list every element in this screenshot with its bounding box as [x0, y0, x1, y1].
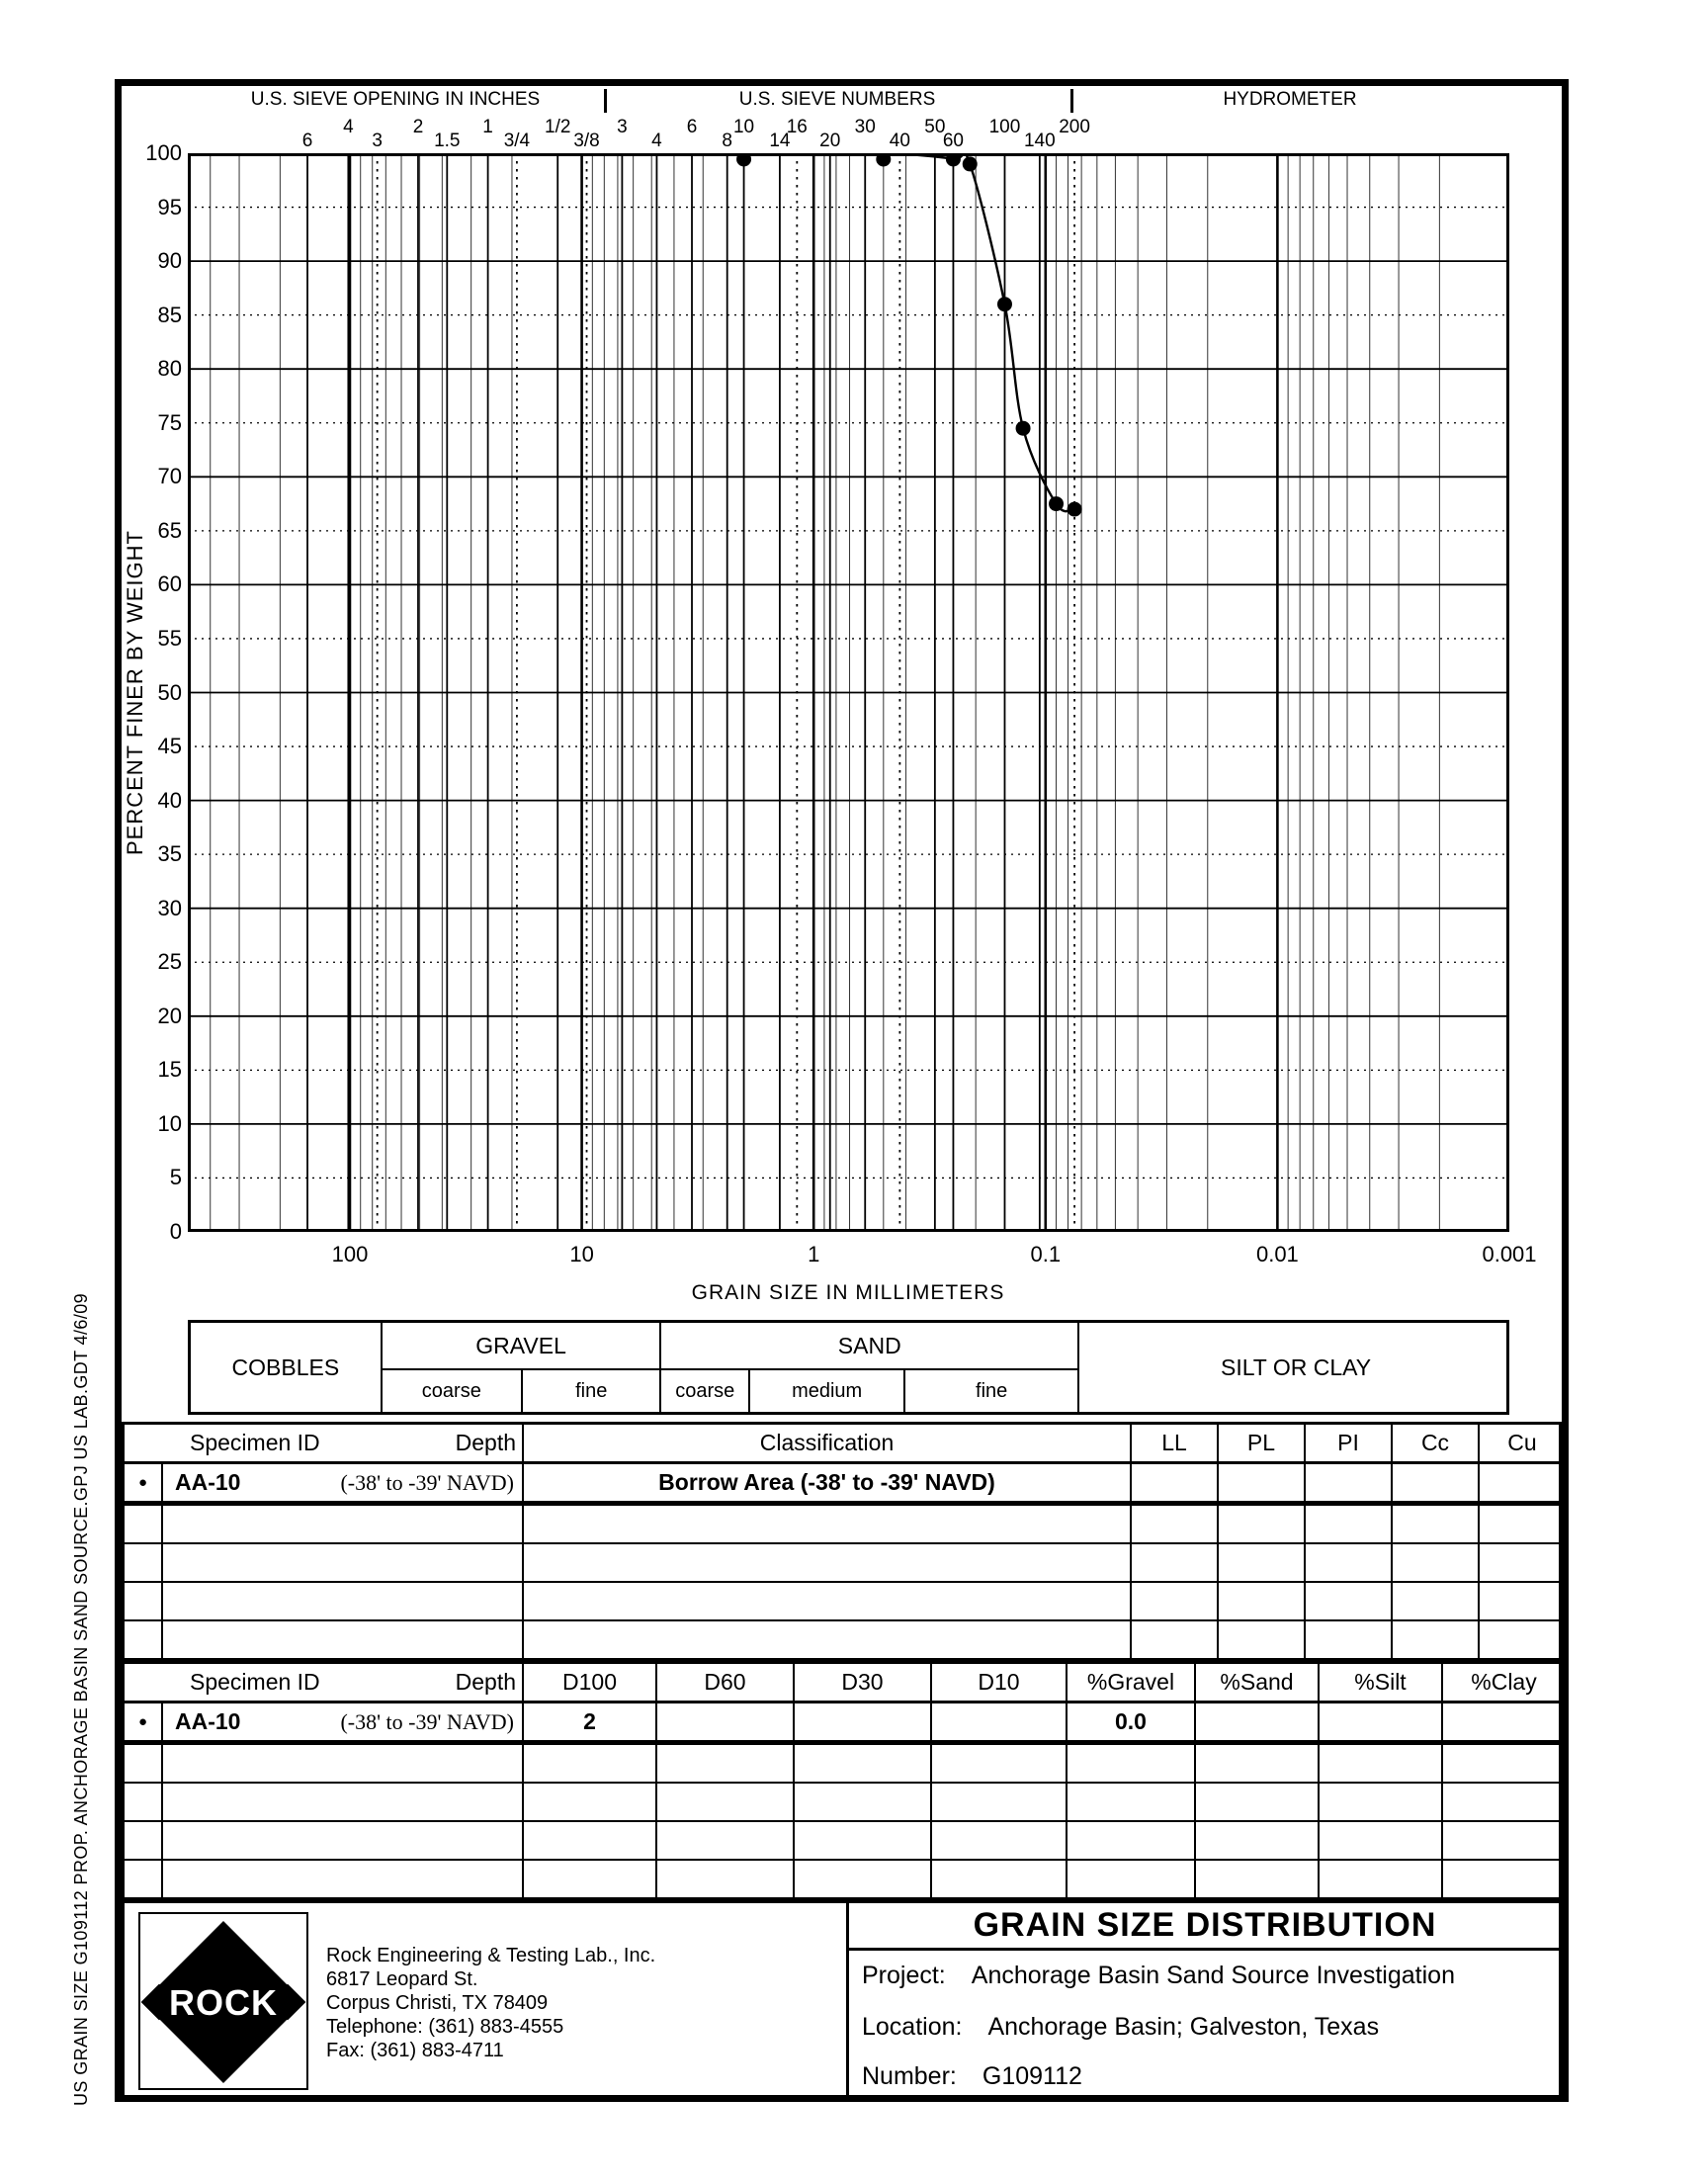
band-label: COBBLES: [231, 1353, 340, 1380]
x-tick-label: 0.01: [1255, 1242, 1299, 1266]
band-sub-label: medium: [748, 1370, 903, 1412]
y-tick-label: 25: [157, 949, 182, 975]
empty-cell: [1066, 1822, 1194, 1859]
empty-cell: [1194, 1822, 1318, 1859]
band-sub-label: coarse: [675, 1379, 735, 1402]
y-tick-label: 80: [157, 356, 182, 382]
sieve-size-label: 8: [722, 131, 732, 151]
sieve-size-label: 1.5: [434, 131, 461, 151]
d-size-value: [655, 1703, 793, 1740]
percent-header: %Gravel: [1066, 1664, 1194, 1701]
project-value: Anchorage Basin Sand Source Investigation: [971, 1962, 1455, 1989]
specimen-depth-header: [125, 1425, 522, 1461]
empty-cell: [522, 1544, 1130, 1581]
empty-cell: [125, 1745, 161, 1782]
empty-table-row: [125, 1504, 1559, 1542]
header-section-separator: [1070, 89, 1073, 113]
index-value: [1130, 1464, 1217, 1501]
band-label: GRAVEL: [383, 1323, 660, 1370]
specimen-id-value: AA-10: [175, 1708, 241, 1734]
empty-table-row: [125, 1619, 1559, 1658]
sieve-size-label: 4: [651, 131, 662, 151]
empty-cell: [1130, 1506, 1217, 1542]
data-point: [1068, 502, 1082, 517]
data-point: [1016, 421, 1031, 436]
band-label: SAND: [661, 1323, 1077, 1370]
sieve-size-label: 1/2: [545, 117, 571, 137]
empty-cell: [125, 1506, 161, 1542]
y-tick-label: 50: [157, 679, 182, 705]
company-address-line: Corpus Christi, TX 78409: [326, 1992, 549, 2014]
company-address: [326, 1944, 655, 2062]
y-tick-label: 90: [157, 248, 182, 274]
sieve-size-label: 16: [786, 117, 808, 137]
empty-cell: [1194, 1784, 1318, 1820]
empty-cell: [125, 1861, 161, 1897]
empty-cell: [930, 1861, 1066, 1897]
empty-cell: [1304, 1621, 1391, 1658]
table-header-row: [125, 1425, 1559, 1461]
y-tick-label: 5: [169, 1165, 182, 1190]
empty-cell: [125, 1583, 161, 1619]
report-title: GRAIN SIZE DISTRIBUTION: [973, 1906, 1437, 1944]
x-tick-label: 1: [808, 1242, 820, 1266]
d-size-value: [930, 1703, 1066, 1740]
band-silt-or-clay: [1077, 1323, 1512, 1412]
empty-cell: [655, 1822, 793, 1859]
empty-cell: [655, 1784, 793, 1820]
empty-cell: [161, 1784, 522, 1820]
index-value: [1217, 1464, 1304, 1501]
depth-header: Depth: [455, 1430, 516, 1455]
empty-cell: [1194, 1861, 1318, 1897]
soil-classification-band: [188, 1320, 1509, 1415]
data-point: [963, 156, 978, 171]
empty-cell: [793, 1822, 930, 1859]
number-value: G109112: [982, 2062, 1082, 2090]
percent-value: 0.0: [1066, 1703, 1194, 1740]
empty-cell: [161, 1822, 522, 1859]
empty-cell: [1217, 1583, 1304, 1619]
x-tick-label: 0.001: [1482, 1242, 1537, 1266]
sieve-size-label: 6: [686, 117, 698, 137]
table-row: [125, 1701, 1559, 1743]
sieve-size-label: 60: [942, 131, 964, 151]
empty-cell: [793, 1745, 930, 1782]
empty-cell: [161, 1583, 522, 1619]
empty-cell: [522, 1861, 655, 1897]
depth-header: Depth: [455, 1669, 516, 1695]
empty-cell: [1304, 1583, 1391, 1619]
empty-cell: [522, 1583, 1130, 1619]
depth-value: (-38' to -39' NAVD): [340, 1708, 514, 1734]
empty-cell: [930, 1822, 1066, 1859]
index-header: LL: [1130, 1425, 1217, 1461]
sieve-size-label: 4: [343, 117, 354, 137]
specimen-id-header: Specimen ID: [190, 1430, 320, 1455]
gradation-table: [122, 1661, 1562, 1900]
specimen-depth-cell: [161, 1703, 522, 1740]
sieve-size-label: 1: [482, 117, 493, 137]
sieve-size-label: 10: [732, 117, 755, 137]
data-point: [1049, 496, 1064, 511]
band-label: SILT OR CLAY: [1220, 1353, 1372, 1380]
d-size-header: D100: [522, 1664, 655, 1701]
empty-cell: [1318, 1784, 1441, 1820]
empty-cell: [522, 1822, 655, 1859]
company-address-line: Telephone: (361) 883-4555: [326, 2016, 564, 2038]
empty-cell: [1217, 1506, 1304, 1542]
y-tick-label: 75: [157, 409, 182, 435]
index-value: [1478, 1464, 1565, 1501]
y-tick-label: 55: [157, 625, 182, 651]
x-tick-label: 10: [569, 1242, 594, 1266]
y-tick-label: 40: [157, 787, 182, 813]
d-size-header: D30: [793, 1664, 930, 1701]
empty-cell: [1130, 1621, 1217, 1658]
header-section-separator: [604, 89, 607, 113]
empty-cell: [161, 1745, 522, 1782]
logo-text: ROCK: [169, 1982, 278, 2023]
index-header: PI: [1304, 1425, 1391, 1461]
empty-cell: [1441, 1861, 1565, 1897]
sieve-inches-section-title: U.S. SIEVE OPENING IN INCHES: [250, 89, 541, 110]
empty-table-row: [125, 1820, 1559, 1859]
sieve-size-label: 3/4: [503, 131, 531, 151]
y-tick-label: 0: [169, 1219, 182, 1244]
empty-cell: [1194, 1745, 1318, 1782]
empty-cell: [1304, 1544, 1391, 1581]
number-label: Number:: [862, 2062, 957, 2090]
empty-cell: [1130, 1544, 1217, 1581]
y-tick-label: 65: [157, 517, 182, 543]
sieve-size-label: 40: [889, 131, 910, 151]
empty-cell: [125, 1544, 161, 1581]
empty-cell: [1130, 1583, 1217, 1619]
percent-value: [1318, 1703, 1441, 1740]
sieve-size-label: 2: [412, 117, 424, 137]
empty-cell: [1391, 1583, 1478, 1619]
y-tick-label: 45: [157, 734, 182, 759]
sieve-size-label: 6: [301, 131, 313, 151]
data-point: [736, 153, 751, 167]
empty-cell: [1441, 1745, 1565, 1782]
company-logo: [138, 1912, 308, 2090]
y-tick-label: 70: [157, 464, 182, 489]
empty-cell: [1478, 1544, 1565, 1581]
index-value: [1304, 1464, 1391, 1501]
project-field: [862, 1962, 1455, 1990]
empty-cell: [655, 1745, 793, 1782]
percent-header: %Clay: [1441, 1664, 1565, 1701]
y-tick-label: 35: [157, 841, 182, 867]
empty-cell: [655, 1861, 793, 1897]
sieve-size-label: 14: [769, 131, 791, 151]
percent-value: [1441, 1703, 1565, 1740]
row-marker-icon: ●: [137, 1713, 148, 1730]
title-underline: [848, 1948, 1562, 1951]
sieve-size-label: 140: [1023, 131, 1056, 151]
d-size-value: [793, 1703, 930, 1740]
empty-cell: [522, 1621, 1130, 1658]
percent-header: %Silt: [1318, 1664, 1441, 1701]
x-tick-label: 100: [331, 1242, 369, 1266]
y-tick-label: 100: [145, 140, 182, 165]
company-address-line: Fax: (361) 883-4711: [326, 2040, 504, 2061]
empty-cell: [1478, 1621, 1565, 1658]
empty-cell: [930, 1745, 1066, 1782]
y-tick-label: 95: [157, 194, 182, 219]
depth-value: (-38' to -39' NAVD): [340, 1469, 514, 1495]
specimen-id-value: AA-10: [175, 1469, 241, 1495]
number-field: [862, 2062, 1082, 2091]
empty-cell: [1478, 1506, 1565, 1542]
empty-cell: [1391, 1544, 1478, 1581]
empty-cell: [793, 1784, 930, 1820]
index-value: [1391, 1464, 1478, 1501]
location-field: [862, 2013, 1379, 2042]
empty-cell: [125, 1784, 161, 1820]
index-header: Cu: [1478, 1425, 1565, 1461]
band-sub-label: fine: [521, 1370, 660, 1412]
band-sand: [659, 1323, 1077, 1412]
sidebar-file-info: US GRAIN SIZE G109112 PROP. ANCHORAGE BASIN SAND SOURCE.GPJ US LAB.GDT 4/6/09: [71, 1292, 91, 2106]
band-sub-label: fine: [903, 1370, 1077, 1412]
sieve-size-label: 30: [854, 117, 876, 137]
grain-size-plot: [188, 153, 1509, 1232]
y-tick-label: 15: [157, 1057, 182, 1083]
empty-cell: [1066, 1784, 1194, 1820]
location-label: Location:: [862, 2013, 963, 2041]
empty-cell: [1391, 1621, 1478, 1658]
empty-cell: [161, 1861, 522, 1897]
empty-cell: [1441, 1784, 1565, 1820]
sieve-size-label: 200: [1059, 117, 1090, 137]
empty-cell: [522, 1784, 655, 1820]
sieve-size-label: 3: [372, 131, 383, 151]
sieve-size-label: 3: [617, 117, 628, 137]
x-axis-title: GRAIN SIZE IN MILLIMETERS: [691, 1281, 1005, 1304]
empty-table-row: [125, 1859, 1559, 1897]
empty-cell: [793, 1861, 930, 1897]
empty-cell: [1391, 1506, 1478, 1542]
empty-cell: [1217, 1544, 1304, 1581]
empty-cell: [1217, 1621, 1304, 1658]
percent-value: [1194, 1703, 1318, 1740]
index-header: PL: [1217, 1425, 1304, 1461]
empty-cell: [1066, 1745, 1194, 1782]
band-cobbles: [191, 1323, 381, 1412]
empty-cell: [1318, 1745, 1441, 1782]
d-size-header: D60: [655, 1664, 793, 1701]
band-subdivisions: [661, 1370, 1077, 1412]
y-axis-title: PERCENT FINER BY WEIGHT: [123, 529, 147, 855]
y-tick-label: 30: [157, 895, 182, 920]
empty-cell: [161, 1544, 522, 1581]
d-size-header: D10: [930, 1664, 1066, 1701]
y-tick-label: 10: [157, 1110, 182, 1136]
sieve-size-label: 50: [924, 117, 946, 137]
sieve-numbers-section-title: U.S. SIEVE NUMBERS: [738, 89, 936, 110]
row-marker-icon: ●: [137, 1474, 148, 1491]
empty-cell: [522, 1506, 1130, 1542]
empty-cell: [1478, 1583, 1565, 1619]
y-tick-label: 85: [157, 302, 182, 327]
empty-cell: [125, 1822, 161, 1859]
empty-cell: [1441, 1822, 1565, 1859]
empty-cell: [161, 1621, 522, 1658]
specimen-depth-cell: [161, 1464, 522, 1501]
company-address-line: Rock Engineering & Testing Lab., Inc.: [326, 1945, 656, 1966]
data-point: [946, 153, 961, 167]
band-sub-label: coarse: [421, 1379, 481, 1402]
data-point: [876, 153, 891, 167]
table-row: [125, 1461, 1559, 1504]
project-label: Project:: [862, 1962, 946, 1989]
empty-cell: [1304, 1506, 1391, 1542]
sieve-size-label: 100: [988, 117, 1021, 137]
empty-table-row: [125, 1782, 1559, 1820]
empty-cell: [1318, 1822, 1441, 1859]
location-value: Anchorage Basin; Galveston, Texas: [987, 2013, 1380, 2041]
empty-table-row: [125, 1581, 1559, 1619]
empty-cell: [930, 1784, 1066, 1820]
company-address-line: 6817 Leopard St.: [326, 1968, 478, 1990]
empty-cell: [1318, 1861, 1441, 1897]
band-gravel: [381, 1323, 660, 1412]
data-point: [997, 297, 1012, 311]
empty-table-row: [125, 1743, 1559, 1782]
empty-cell: [161, 1506, 522, 1542]
empty-cell: [1066, 1861, 1194, 1897]
hydrometer-section-title: HYDROMETER: [1223, 89, 1357, 110]
table-header-row: [125, 1664, 1559, 1701]
classification-header: Classification: [522, 1425, 1130, 1461]
empty-cell: [522, 1745, 655, 1782]
y-tick-label: 20: [157, 1003, 182, 1028]
x-tick-label: 0.1: [1030, 1242, 1062, 1266]
band-subdivisions: [383, 1370, 660, 1412]
logo-frame: [140, 1914, 306, 2088]
classification-value: Borrow Area (-38' to -39' NAVD): [522, 1464, 1130, 1501]
percent-header: %Sand: [1194, 1664, 1318, 1701]
d-size-value: 2: [522, 1703, 655, 1740]
empty-cell: [125, 1621, 161, 1658]
sieve-size-label: 20: [819, 131, 841, 151]
index-header: Cc: [1391, 1425, 1478, 1461]
specimen-id-header: Specimen ID: [190, 1669, 320, 1695]
sieve-size-label: 3/8: [573, 131, 600, 151]
empty-table-row: [125, 1542, 1559, 1581]
specimen-depth-header: [125, 1664, 522, 1701]
y-tick-label: 60: [157, 571, 182, 597]
classification-table: [122, 1422, 1562, 1661]
